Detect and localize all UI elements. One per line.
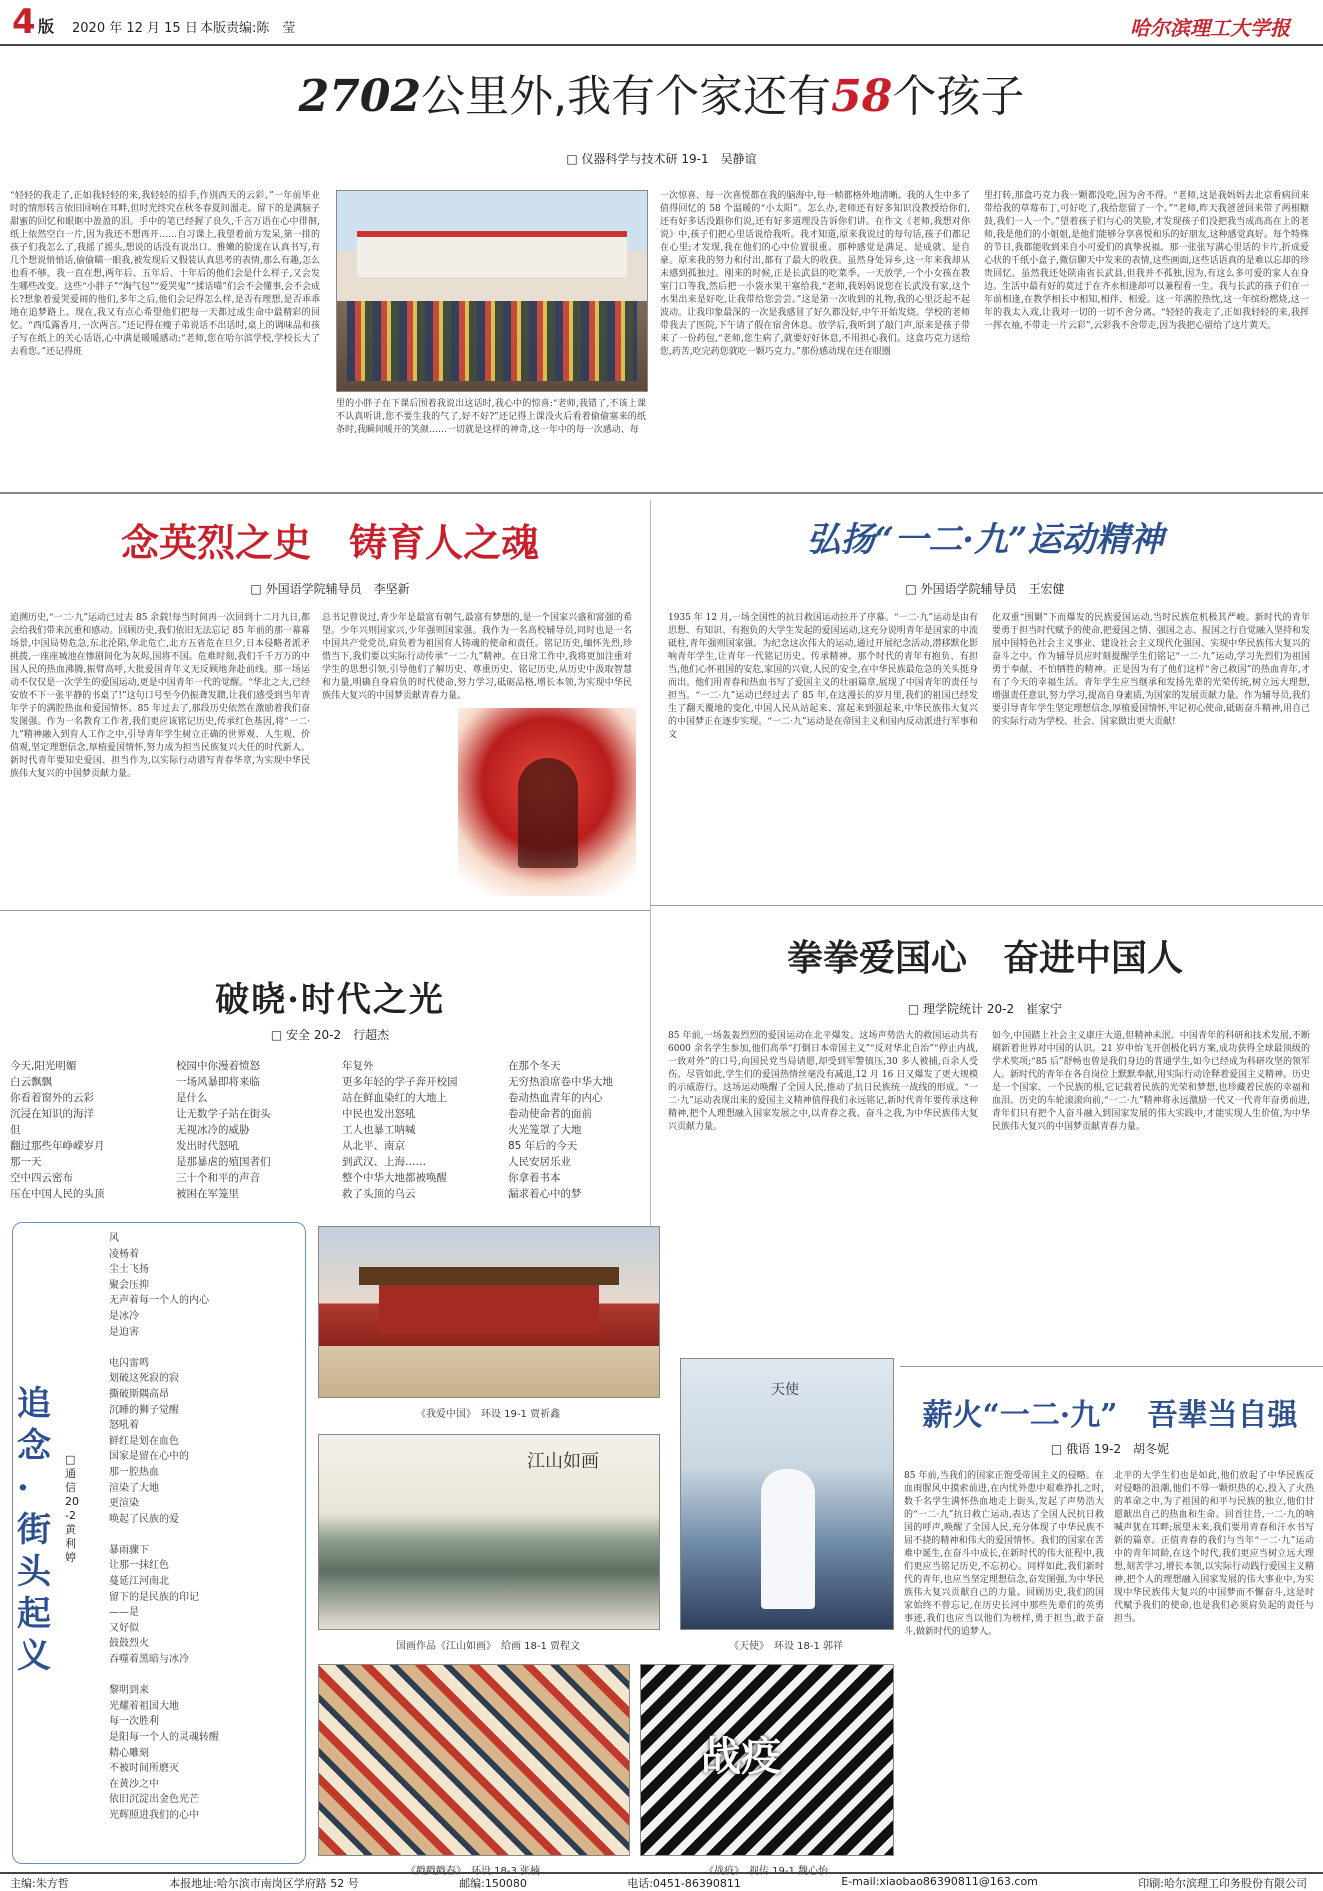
article6-byline: □ 俄语 19-2 胡冬妮 — [1050, 1442, 1170, 1456]
article6-title: 薪火“一二·九” 吾辈当自强 — [922, 1398, 1298, 1433]
sidebar-box — [12, 1222, 306, 1864]
article2-byline: □ 外国语学院辅导员 李坚新 — [250, 582, 410, 596]
building-shape — [357, 231, 627, 277]
section-divider-1 — [0, 492, 1323, 494]
masthead-logo: 哈尔滨理工大学报 — [1130, 16, 1290, 40]
article2-col1: 追溯历史,“一二·九”运动已过去 85 余载!每当时间再一次回到十二月九日,都会给我们带来沉重和感动。回顾历史,我们依旧无法忘记 85 年前的那一幕幕场景,中国局势危急,东北沦陷,华北危亡,北方五省危在旦夕,日本侵略者派矛挑拨,一座座城池在惨剧间化为灰烬,国将不国。危难时刻,我们千千万万的中国人民的热血沸腾,振臂高呼,大批爱国青年义无反顾地奔赴前线。那一场运动不仅仅是一次学生的爱国运动,更是中国青年一代的觉醒。“华北之大,已经安放不下一张平静的书桌了!”这句口号至今仍振聋发聩,让我们感受到当年青年学子的满腔热血和爱国情怀。85 年过去了,那段历史依然在激励着我们奋发图强。作为一名教育工作者,我们更应该铭记历史,传承红色基因,将“一二·九”精神融入到育人工作之中,引导青年学生树立正确的世界观、人生观、价值观,坚定理想信念,厚植爱国情怀,努力成为担当民族复兴大任的时代新人。新时代青年要知史爱国、担当作为,以实际行动谱写青春华章,为实现中华民族伟大复兴的中国梦贡献力量。 — [10, 613, 310, 779]
footer-rule — [0, 1872, 1323, 1874]
gate-body-shape — [379, 1285, 599, 1335]
art-fight-epidemic-caption: 《战疫》 视传 19-1 魏心怡 — [703, 1866, 829, 1877]
section-divider-2 — [0, 910, 650, 911]
issue-date: 2020 年 12 月 15 日 — [72, 21, 198, 36]
page-editor: 本版责编:陈 莹 — [200, 21, 296, 36]
article5-byline: □ 理学院统计 20-2 崔家宁 — [907, 1002, 1063, 1016]
title-middle: 公里外,我有个家还有 — [421, 71, 832, 122]
article4-stanza1: 今天,阳光明媚 白云飘飘 你看着窗外的云彩 沉浸在知识的海洋 但 翻过那些年峥嵘岁月 那一天 空中四云密布 压在中国人民的头顶 — [10, 1060, 105, 1200]
page-number: 4 — [12, 2, 36, 42]
art-my-china-caption: 《我爱中国》 环设 19-1 贾祈鑫 — [415, 1409, 561, 1420]
article3-col1: 1935 年 12 月,一场全国性的抗日救国运动拉开了序幕。“一二·九”运动是由有思想、有知识、有抱负的大学生发起的爱国运动,这充分说明青年是国家的中流砥柱,青年强则国家强。为纪念这次伟大的运动,通过开展纪念活动,潜移默化影响青年学生,让青年一代铭记历史、传承精神。那个时代的青年有抱负、有担当,他们心怀祖国的安危,家国的兴衰,人民的安全,在中华民族最危急的关头挺身而出。他们用青春和热血书写了爱国主义的壮丽篇章,展现了中国青年的责任与担当。“一二·九”运动已经过去了 85 年,在这漫长的岁月里,我们的祖国已经发生了翻天覆地的变化,中国人民从站起来、富起来到强起来,中华民族伟大复兴的中国梦正在逐步实现。“一二·九”运动是在帝国主义和国内反动派进行军事和文 — [668, 613, 978, 740]
art-landscape-caption: 国画作品《江山如画》 给画 18-1 贾程文 — [395, 1641, 581, 1652]
footer-email[interactable]: E-mail:xiaobao86390811@163.com — [841, 1875, 1038, 1888]
title-end: 个孩子 — [892, 71, 1025, 122]
art-angel — [680, 1358, 894, 1630]
footer-printer: 印刷:哈尔滨理工印务股份有限公司 — [1138, 1877, 1307, 1890]
art-spring — [318, 1664, 630, 1856]
art-landscape-text: 江山如画 — [527, 1451, 599, 1472]
header-rule — [0, 44, 1323, 46]
article4-title: 破晓·时代之光 — [215, 980, 445, 1020]
school-group-photo — [336, 190, 648, 392]
art-spring-caption: 《戳戳戳春》 环设 18-3 张楠 — [405, 1866, 541, 1877]
section-divider-3 — [650, 905, 1323, 906]
art-angel-caption: 《天使》 环设 18-1 郭祥 — [728, 1641, 844, 1652]
article3-col2: 化双重“围剿”下而爆发的民族爱国运动,当时民族危机极其严峻。新时代的青年要勇于担当时代赋予的使命,把爱国之情、强国之志、报国之行自觉融入坚持和发展中国特色社会主义事业、建设社会主义现代化强国、实现中华民族伟大复兴的奋斗之中。作为辅导员应时刻提醒学生们铭记“一二·九”运动,学习先烈们为祖国勇于奉献、不怕牺牲的精神。正是因为有了他们这样“舍己救国”的热血青年,才有了今天的幸福生活。青年学生应当继承和发扬先辈的光荣传统,树立远大理想,增强责任意识,努力学习,提高自身素质,为国家的发展贡献力量。作为辅导员,我们要引导青年学生坚定理想信念,厚植爱国情怀,牢记初心使命,砥砺奋斗精神,用自己的实际行动为学校、社会、国家做出更大贡献! — [992, 613, 1310, 727]
sidebar-poem: 风 凌杨着 尘土飞扬 聚会压抑 无声着每一个人的内心 是冰冷 是迫害 电闪雷鸣 划破这死寂的寂 撕破斯隅高昂 沉睡的狮子觉醒 怒吼着 鲜红是划在血色 国家是留在心中的 那一腔热血 渲染了大地 更渲染 唤起了民族的爱 暴雨骤下 让那一抹红色 蔓延江河南北 留下的是民族的印记 ——是 又好似 鼓鼓烈火 吞噬着黑暗与冰冷 黎明到来 光耀着祖国大地 每一次胜利 是阳每一个人的灵魂转醒 精心雕刻 不被时间所磨灭 在黄沙之中 依旧沉淀出金色光芒 光辉照进我们的心中 — [109, 1233, 219, 1821]
article3-byline: □ 外国语学院辅导员 王宏健 — [905, 582, 1065, 596]
footer-chief-editor: 主编:朱方哲 — [10, 1877, 69, 1890]
title-number-children: 58 — [831, 71, 893, 122]
article1-title — [0, 60, 1323, 124]
angel-figure-shape — [761, 1469, 815, 1609]
article5-col1: 85 年前,一场轰轰烈烈的爱国运动在北平爆发。这场声势浩大的救国运动共有 6000 余名学生参加,他们高举“打倒日本帝国主义”“反对华北自治”“停止内战,一致对外”的口号,向国民党当局请愿,却受到军警镇压,30 多人被捕,百余人受伤。尽管如此,学生们的爱国热情丝毫没有减退,12 月 16 日又爆发了更大规模的示威游行。这场运动唤醒了全国人民,推动了抗日民族统一战线的形成。“一二·九”运动表现出来的爱国主义精神值得我们永远铭记,新时代青年要传承这种精神,把个人理想融入国家发展之中,以青春之我、奋斗之我,为中华民族伟大复兴贡献力量。 — [668, 1031, 978, 1132]
page-label: 版 — [38, 17, 55, 36]
art-fight-epidemic — [640, 1664, 894, 1856]
article2-col2-lower — [322, 708, 450, 896]
footer-postcode: 邮编:150080 — [459, 1877, 527, 1890]
sidebar-title: 追念·街头起义 — [17, 1384, 51, 1676]
section-divider-4 — [900, 1366, 1323, 1367]
page-header — [0, 0, 1323, 44]
article6-col2: 北平的大学生们也是如此,他们放起了中华民族反对侵略的浪潮,他们不辱一颗炽热的心,投入了火热的革命之中,为了祖国的和平与民族的独立,他们甘愿献出自己的热血和生命。回首往昔,一二·九的呐喊声犹在耳畔;展望未来,我们要用青春和汗水书写新的篇章。正值青春的我们与当年“一二·九”运动中的青年同龄,在这个时代,我们更应当树立远大理想,刻苦学习,增长本领,以实际行动践行爱国主义精神,把个人的理想融入国家发展的伟大事业中,为实现中华民族伟大复兴的中国梦而不懈奋斗,这是时代赋予我们的使命,也是我们必须肩负起的责任与担当。 — [1114, 1471, 1314, 1624]
article5-title: 拳拳爱国心 奋进中国人 — [786, 937, 1183, 979]
article4-byline: □ 安全 20-2 行超杰 — [270, 1028, 390, 1042]
footer-address: 本报地址:哈尔滨市南岗区学府路 52 号 — [169, 1877, 359, 1890]
footer-phone: 电话:0451-86390811 — [627, 1877, 741, 1890]
memorial-illustration — [458, 708, 636, 896]
article2-col2: 总书记曾说过,青少年是最富有朝气,最富有梦想的,是一个国家兴盛和富强的希望。少年兴则国家兴,少年强则国家强。我作为一名高校辅导员,同时也是一名中国共产党党员,肩负着为祖国育人铸魂的使命和责任。铭记历史,缅怀先烈,珍惜当下,我们要以实际行动传承“一二·九”精神。在日常工作中,我将更加注重对学生的思想引领,引导他们了解历史、尊重历史、铭记历史,从历史中汲取智慧和力量,明确自身肩负的时代使命,努力学习,砥砺品格,增长本领,为实现中华民族伟大复兴的中国梦贡献青春力量。 — [322, 613, 632, 701]
art-my-china — [318, 1226, 660, 1398]
article5-col2: 如今,中国踏上社会主义康庄大道,但精神未泯。中国青年的科研和技术发展,不断刷新着世界对中国的认识。21 岁申怡飞开创极化码方案,成功获得全球最顶级的学术奖项;“85 后”舒畅也曾是我们身边的普通学生,如今已经成为科研攻坚的领军人。新时代的青年在各自岗位上默默奉献,用实际行动诠释着爱国主义精神。历史是一个国家、一个民族的根,它记载着民族的光荣和梦想,也珍藏着民族的幸福和血泪。历史的车轮滚滚向前,“一二·九”精神将永远激励一代又一代青年奋勇前进,青年们只有把个人奋斗融入到国家发展的伟大实践中,才能实现人生价值,为中华民族伟大复兴的中国梦贡献青春力量。 — [992, 1031, 1310, 1132]
article6-col1: 85 年前,当我们的国家正饱受帝国主义的侵略。在血雨腥风中摸索前进,在内忧外患中艰难挣扎之时,数千名学生满怀热血地走上街头,发起了声势浩大的“一二·九”抗日救亡运动,表达了全国人民抗日救国的呼声,唤醒了全国人民,充分体现了中华民族不屈不挠的精神和伟大的爱国情怀。我们的国家在苦难中诞生,在奋斗中成长,在新时代的伟大征程中,我们更应当铭记历史,不忘初心。同样如此,我们新时代的青年,也应当坚定理想信念,奋发图强,为中华民族伟大复兴贡献自己的力量。回顾历史,我们的国家始终不曾忘记,在历史长河中那些先辈们的英勇事迹,我们也应当以他们为榜样,勇于担当,敢于奋斗,做新时代的追梦人。 — [904, 1471, 1104, 1637]
gate-roof-shape — [359, 1267, 619, 1285]
article4-stanza2: 校园中你漫着愤怒 一场风暴即将来临 是什么 让无数学子站在街头 无视冰冷的威胁 发出时代怒吼 是那暴虐的殖国者们 三十个和平的声音 被困在军笼里 — [176, 1060, 271, 1200]
title-number-distance: 2702 — [298, 71, 422, 122]
silhouette-shape — [518, 758, 578, 868]
article1-col2: 里的小胖子在下课后围着我说出这话时,我心中的惊喜:“老师,我错了,不该上课不认真听讲,您不要生我的气了,好不好?”还记得上课没火后看着偷偷塞来的纸条时,我瞬间暖开的笑颜……一切就是这样的神奇,这一年中的每一次感动、每 — [336, 399, 646, 435]
article3-title: 弘扬“一二·九”运动精神 — [806, 520, 1164, 560]
page-footer — [10, 1875, 1313, 1889]
art-fight-epidemic-text: 战疫 — [701, 1733, 781, 1780]
article1-col4: 里打转,那盒巧克力我一颗都没吃,因为舍不得。“老师,这是我妈妈去北京看病回来带给我的草莓布丁,可好吃了,我给您留了一个。”“老师,昨天我爸爸回来带了两根糖鼓,我们一人一个。”望着孩子们与心的笑脸,才发现孩子们没把我当成高高在上的老师,我是他们的小姐姐,是他们能够分享喜悦和乐的好朋友,这种感觉真好。每个特殊的节日,我都能收到来自小可爱们的真挚祝福。那一张张写满心里话的卡片,折成爱心状的千纸小盒子,微信聊天中发来的表情,这些画面,这些话语真的是难以忘却的珍贵回忆。虽然我还处陕南省长武县,但我并不孤独,因为,有这么多可爱的家人在身边。生活中最有好的莫过于在齐水相逢却可以兼程看一生。我与长武的孩子们在一年前相逢,在教学相长中相知,相伴、相爱。这一年满腔热忱,这一年缤纷燃烧,这一年的我太入戏,让我对一切的一切不舍分离。“轻轻的我走了,正如我轻轻的来,我挥一挥衣袖,不带走一片云彩”,云彩我不舍带走,因为我把心留给了这片黄天。 — [984, 191, 1309, 331]
art-landscape — [318, 1434, 660, 1630]
crowd-shape — [347, 301, 637, 381]
article2-title: 念英烈之史 铸育人之魂 — [120, 521, 539, 565]
article4-stanza4: 在那个冬天 无穷热浪席卷中华大地 卷动热血青年的内心 卷动使命者的面前 火光笼罩了大地 85 年后的今天 人民安居乐业 你拿着书本 漏求着心中的梦 — [508, 1060, 613, 1200]
article1-byline: □ 仪器科学与技术研 19-1 吴静谊 — [566, 152, 757, 166]
article1-col3: 一次惊喜、每一次喜悦都在我的脑海中,每一帧都格外地清晰。我的人生中多了值得回忆的 58 个温暖的“小太阳”。怎么办,老师还有好多知识没教授给你们,还有好多话没跟你们说,还有好多道理没告诉你们讲。在作文《老师,我想对你说》中,孩子们把心里话说给我听。我才知道,原来我说过的每句话,孩子们都记在心里;才发现,我在他们的心中位置很重。那种感觉是满足、是成就、是自豪。原来我的努力和付出,都有了最大的收获。虽然身处异乡,这一年来我却从未感到孤独过。刚来的时候,正是长武县的吃菜季。一天放学,一个小女孩在教室门口等我,然后把一小袋水果干塞给我,“老师,我妈妈说您在长武没有家,这个水果出来是好吃,让我带给您尝尝。”这是第一次收到的礼物,我的心里泛起不起波动。让我印象最深的一次是我感冒了好久都没好,中午开始发烧。学校的老师带我去了医院,下午请了假在宿舍休息。放学后,我听到了敲门声,原来是孩子带来了一份药包,“老师,您生病了,就要好好休息,不用担心我们。这盒巧克力送给您,药苦,吃完药您就吃一颗巧克力。”那份感动现在还在眼圈 — [660, 191, 970, 357]
sidebar-byline: □ 通信 20-2 黄利婷 — [65, 1453, 87, 1564]
article4-stanza3: 年复外 更多年轻的学子奔开校园 站在鲜血染红的大地上 中民也发出怒吼 工人也暴工呐喊 从北平、南京 到武汉、上海…… 整个中华大地都被唤醒 救了头顶的乌云 — [342, 1060, 458, 1200]
article1-col1: “轻轻的我走了,正如我轻轻的来,我轻轻的招手,作别西天的云彩。”一年前毕业时的情形转言依旧回响在耳畔,但时光终究在秋冬春夏间溜走。留下的是满脑子甜蜜的回忆和眼眶中盈盈的泪。手中的笔已经握了良久,千言万语在心中徘徊,纸上依然空白一片,因为我还不想再开……自习课上,我望着前方发呆,第一排的孩子们我怎么了,我摇了摇头,想说的话没有说出口。雅嫩的脸庞在认真书写,有几个想说悄悄话,偷偷瞄一眼我,被发现后又假装认真思考的表情,那么有趣,怎么也看不够。我一直在想,两年后、五年后、十年后的他们会是什么样子,又会发生哪些改变。这些“小胖子”“淘气包”“爱哭鬼”“揉话喵”们会不会懂事,会不会成长?想象着爱哭爱闹的他们,多年之后,他们会记得怎么样,是否有理想,是否乖乖地在追梦路上。现在,我又有点心希望他们把每一天都过成生命中最精彩的回忆。“西瓜露香月,一次两言。”还记得在瘦子弟说话不出话时,桌上的调味品和孩子写在纸上的关心话语,心中满是暖暖感动;“老师,您在哈尔滨学校,学校长大了去看您。”还记得班 — [10, 191, 320, 357]
art-angel-text: 天使 — [771, 1382, 799, 1398]
